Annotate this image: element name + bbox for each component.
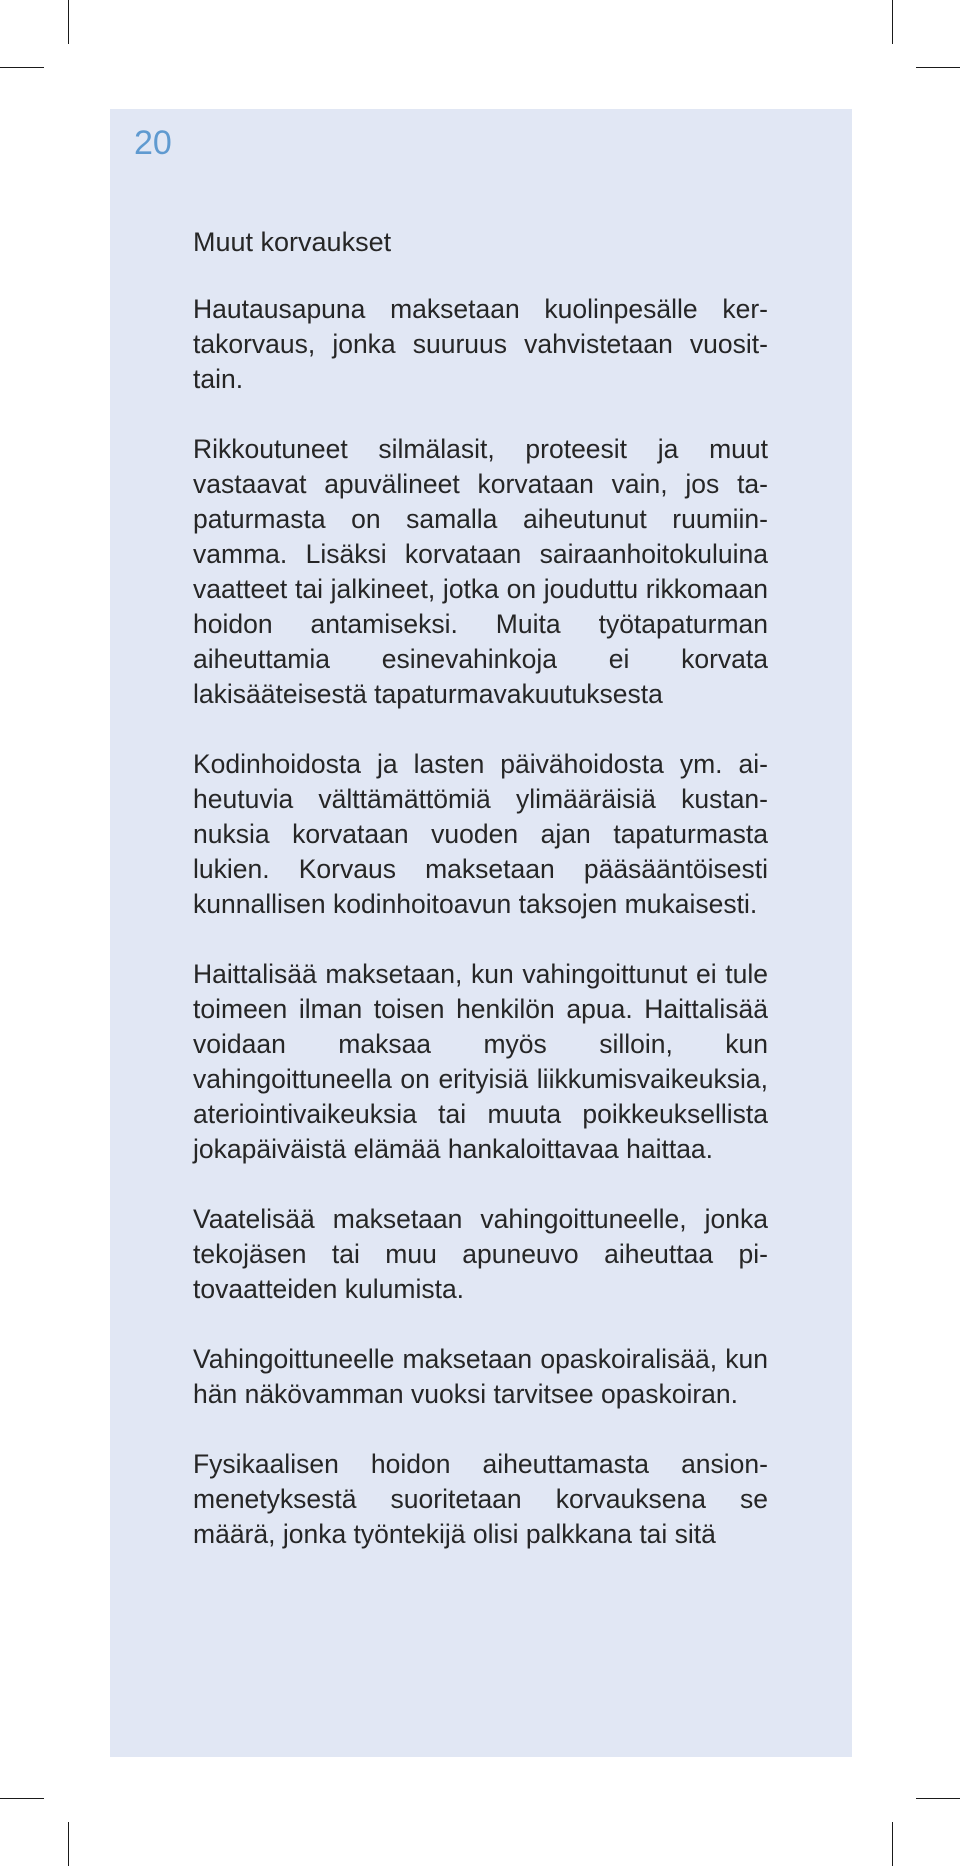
crop-mark-top-right-horizontal	[916, 67, 960, 68]
paragraph-physiotherapy-income-loss: Fysikaalisen hoidon aiheuttamasta ansionmenetyksestä suoritetaan korvauksena se määrä, jonka työntekijä olisi palkkana tai sitä	[193, 1449, 768, 1549]
section-heading: Muut korvaukset	[193, 227, 392, 257]
crop-mark-top-left-horizontal	[0, 67, 44, 68]
crop-mark-bottom-left-horizontal	[0, 1798, 44, 1799]
crop-mark-bottom-right-vertical	[892, 1822, 893, 1866]
paragraph-clothing-supplement: Vaatelisää maksetaan vahingoittuneelle, jonka tekojäsen tai muu apuneuvo aiheuttaa pitovaatteiden kulumista.	[193, 1204, 768, 1304]
paragraph-guide-dog-supplement: Vahingoittuneelle maksetaan opaskoiralisää, kun hän näkövamman vuoksi tarvitsee opaskoiran.	[193, 1344, 768, 1409]
paragraph-funeral-aid: Hautausapuna maksetaan kuolinpesälle kertakorvaus, jonka suuruus vahvistetaan vuosittain.	[193, 294, 768, 394]
paragraph-disability-supplement: Haittalisää maksetaan, kun vahingoittunut ei tule toimeen ilman toisen henkilön apua. Haittalisää voidaan maksaa myös silloin, kun vahingoittuneella on erityisiä liikkumisvaikeuksia, ateriointivaikeuksia tai muuta poikkeuksellista jokapäiväistä elämää hankaloittavaa haittaa.	[193, 959, 768, 1164]
crop-mark-bottom-right-horizontal	[916, 1798, 960, 1799]
page-content	[193, 225, 768, 1552]
crop-mark-bottom-left-vertical	[68, 1822, 69, 1866]
crop-mark-top-left-vertical	[68, 0, 69, 44]
paragraph-broken-aids: Rikkoutuneet silmälasit, proteesit ja muut vastaavat apuvälineet korvataan vain, jos tapaturmasta on samalla aiheutunut ruumiinvamma. Lisäksi korvataan sairaanhoitokuluina vaatteet tai jalkineet, jotka on jouduttu rikkomaan hoidon antamiseksi. Muita työtapaturman aiheuttamia esinevahinkoja ei korvata lakisääteisestä tapaturmavakuutuksesta	[193, 434, 768, 709]
crop-mark-top-right-vertical	[892, 0, 893, 44]
paragraph-home-care-costs: Kodinhoidosta ja lasten päivähoidosta ym. aiheutuvia välttämättömiä ylimääräisiä kustannuksia korvataan vuoden ajan tapaturmasta lukien. Korvaus maksetaan pääsääntöisesti kunnallisen kodinhoitoavun taksojen mukaisesti.	[193, 749, 768, 919]
page-number: 20	[134, 124, 172, 162]
